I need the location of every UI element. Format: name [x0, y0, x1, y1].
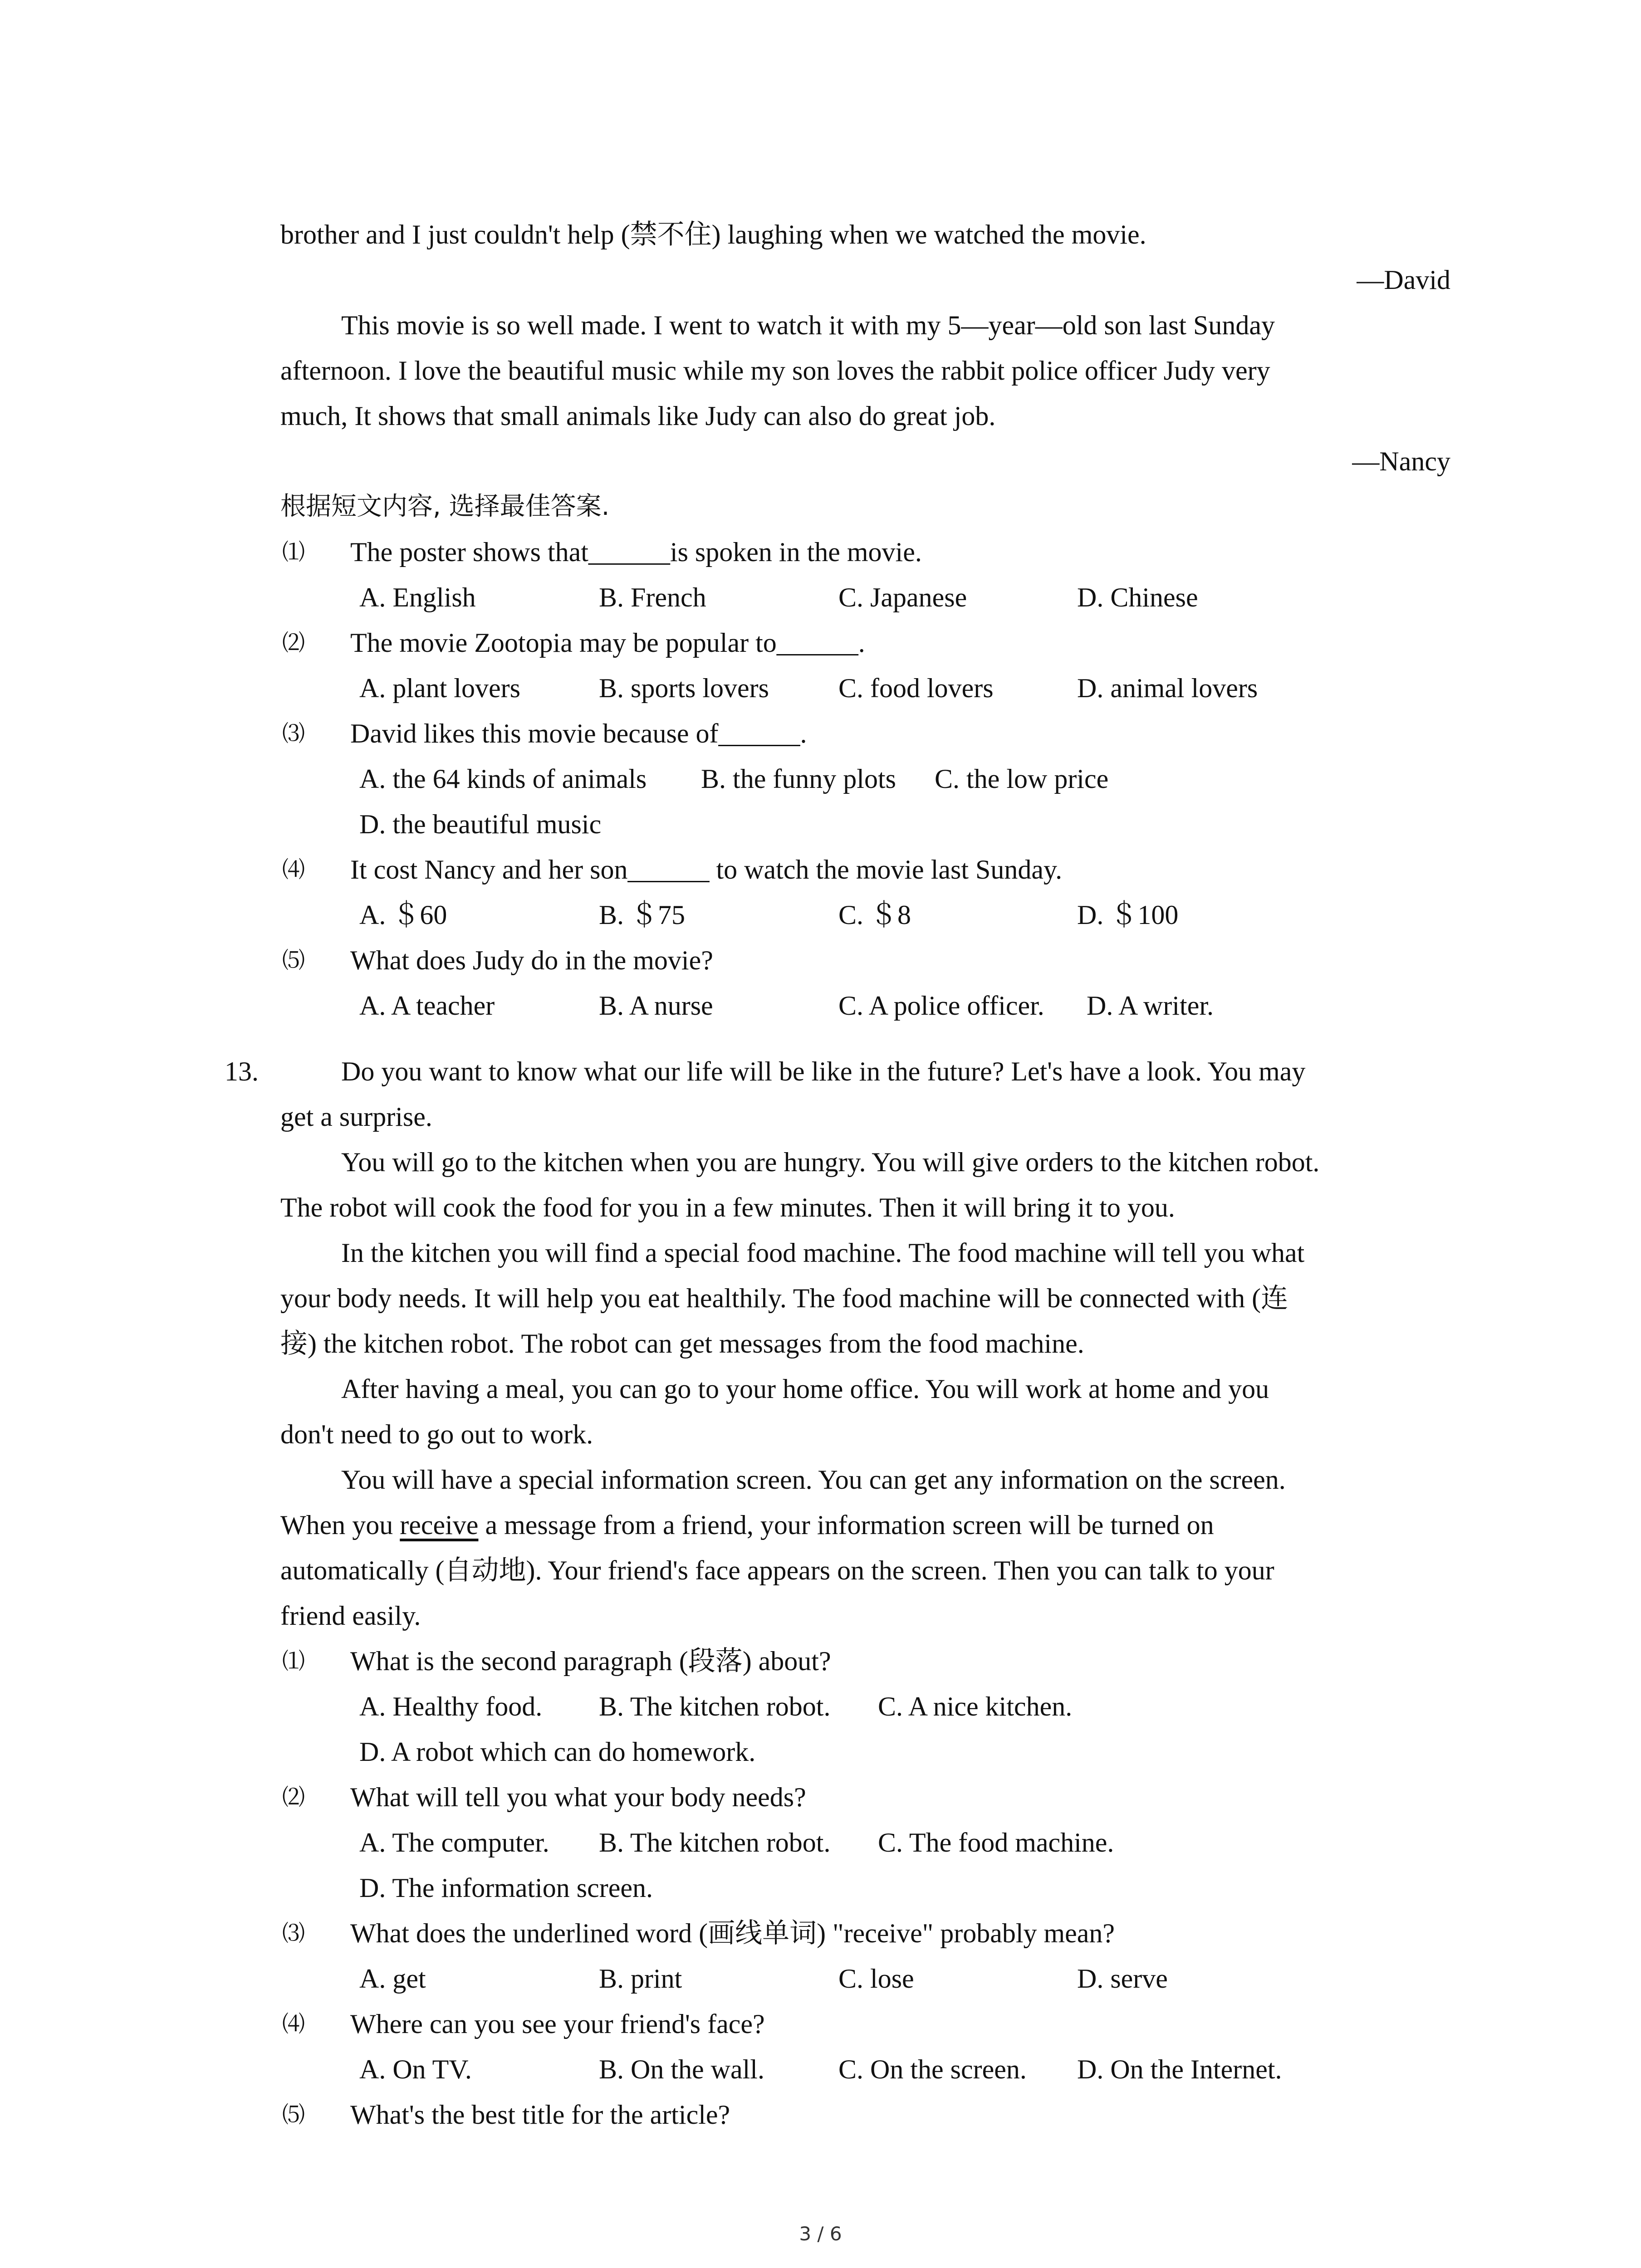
option-b: B. French: [599, 582, 706, 612]
passage-line: automatically (自动地). Your friend's face appears on the screen. Then you can talk to your: [280, 1555, 1274, 1585]
option-d: D. On the Internet.: [1077, 2054, 1282, 2084]
passage-line: This movie is so well made. I went to watch it with my 5—year—old son last Sunday: [341, 310, 1275, 340]
option-b: B. the funny plots: [701, 764, 896, 794]
option-a: A. ＄60: [359, 900, 447, 930]
question-number: ⑴: [282, 539, 305, 565]
option-c: C. The food machine.: [878, 1828, 1114, 1857]
option-a: A. English: [359, 582, 476, 612]
passage-line: The robot will cook the food for you in a few minutes. Then it will bring it to you.: [280, 1193, 1175, 1222]
option-c: C. Japanese: [838, 582, 967, 612]
option-a: A. plant lovers: [359, 673, 520, 703]
passage-line: your body needs. It will help you eat healthily. The food machine will be connected with (连: [280, 1283, 1288, 1313]
underlined-word: receive: [400, 1510, 479, 1540]
passage-line: After having a meal, you can go to your home office. You will work at home and you: [341, 1374, 1269, 1404]
text-run: a message from a friend, your information screen will be turned on: [478, 1510, 1214, 1540]
option-c: C. lose: [838, 1964, 914, 1994]
passage-line: Do you want to know what our life will be like in the future? Let's have a look. You may: [341, 1056, 1306, 1086]
passage-line: much, It shows that small animals like Judy can also do great job.: [280, 401, 996, 431]
option-a: A. Healthy food.: [359, 1691, 543, 1721]
instruction: 根据短文内容, 选择最佳答案.: [280, 492, 610, 521]
question-number: ⑸: [282, 947, 305, 973]
option-b: B. print: [599, 1964, 682, 1994]
question-text: The poster shows that______is spoken in the movie.: [350, 537, 922, 567]
option-d: D. A robot which can do homework.: [359, 1737, 756, 1767]
option-c: C. the low price: [935, 764, 1109, 794]
option-a: A. The computer.: [359, 1828, 549, 1857]
question-number: ⑴: [282, 1648, 305, 1674]
option-c: C. food lovers: [838, 673, 994, 703]
signature-david: —David: [1357, 265, 1450, 295]
option-d: D. The information screen.: [359, 1873, 653, 1903]
passage-line: 接) the kitchen robot. The robot can get messages from the food machine.: [280, 1329, 1084, 1359]
question-number: ⑸: [282, 2102, 305, 2128]
option-a: A. the 64 kinds of animals: [359, 764, 647, 794]
question-number: ⑷: [282, 2011, 305, 2037]
question-number: ⑵: [282, 1784, 305, 1810]
option-b: B. The kitchen robot.: [599, 1828, 831, 1857]
page-number: 3 / 6: [799, 2223, 842, 2245]
option-c: C. On the screen.: [838, 2054, 1027, 2084]
passage-line: friend easily.: [280, 1601, 421, 1631]
question-text: David likes this movie because of______.: [350, 719, 807, 748]
passage-line: brother and I just couldn't help (禁不住) laughing when we watched the movie.: [280, 220, 1146, 249]
option-c: C. A nice kitchen.: [878, 1691, 1073, 1721]
option-c: C. A police officer.: [838, 991, 1044, 1021]
option-a: A. A teacher: [359, 991, 495, 1021]
option-d: D. serve: [1077, 1964, 1168, 1994]
option-b: B. On the wall.: [599, 2054, 764, 2084]
passage-line: In the kitchen you will find a special food machine. The food machine will tell you what: [341, 1238, 1305, 1268]
option-b: B. The kitchen robot.: [599, 1691, 831, 1721]
passage-line: get a surprise.: [280, 1102, 432, 1132]
question-text: It cost Nancy and her son______ to watch the movie last Sunday.: [350, 855, 1063, 885]
option-d: D. Chinese: [1077, 582, 1198, 612]
question-number: ⑶: [282, 720, 305, 747]
option-b: B. ＄75: [599, 900, 686, 930]
option-b: B. A nurse: [599, 991, 713, 1021]
option-d: D. A writer.: [1087, 991, 1214, 1021]
signature-nancy: —Nancy: [1352, 446, 1450, 476]
question-text: What will tell you what your body needs?: [350, 1782, 806, 1812]
passage-line: afternoon. I love the beautiful music while my son loves the rabbit police officer Judy very: [280, 356, 1270, 386]
question-text: The movie Zootopia may be popular to______.: [350, 628, 865, 658]
question-text: Where can you see your friend's face?: [350, 2009, 765, 2039]
option-c: C. ＄8: [838, 900, 911, 930]
question-block-number: 13.: [225, 1056, 259, 1086]
question-number: ⑷: [282, 856, 305, 883]
question-text: What's the best title for the article?: [350, 2100, 730, 2130]
passage-line: don't need to go out to work.: [280, 1419, 593, 1449]
question-number: ⑶: [282, 1920, 305, 1946]
passage-line: You will go to the kitchen when you are hungry. You will give orders to the kitchen robot.: [341, 1147, 1320, 1177]
option-d: D. the beautiful music: [359, 809, 602, 839]
option-d: D. animal lovers: [1077, 673, 1258, 703]
question-text: What is the second paragraph (段落) about?: [350, 1646, 831, 1676]
passage-line: You will have a special information screen. You can get any information on the screen.: [341, 1465, 1286, 1495]
option-d: D. ＄100: [1077, 900, 1179, 930]
question-text: What does the underlined word (画线单词) "receive" probably mean?: [350, 1918, 1115, 1948]
option-b: B. sports lovers: [599, 673, 769, 703]
option-a: A. On TV.: [359, 2054, 472, 2084]
text-run: When you: [280, 1510, 400, 1540]
question-number: ⑵: [282, 630, 305, 656]
option-a: A. get: [359, 1964, 426, 1994]
question-text: What does Judy do in the movie?: [350, 945, 713, 975]
passage-line: [280, 1508, 1214, 1542]
